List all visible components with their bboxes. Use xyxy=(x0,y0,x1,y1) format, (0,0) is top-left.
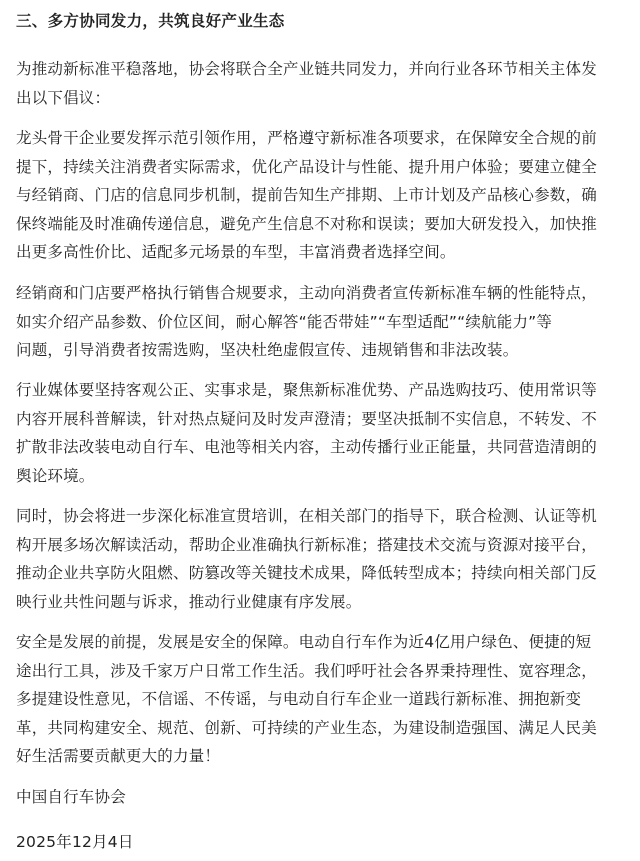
text-line: 问题，引导消费者按需选购，坚决杜绝虚假宣传、违规销售和非法改装。 xyxy=(16,341,519,359)
text-line: 如实介绍产品参数、价位区间，耐心解答“能否带娃”“车型适配”“续航能力”等 xyxy=(16,312,553,331)
text-line: 出更多高性价比、适配多元场景的车型，丰富消费者选择空间。 xyxy=(16,243,456,261)
text-line: 多提建设性意见，不信谣、不传谣，与电动自行车企业一道践行新标准、拥抱新变 xyxy=(16,690,582,708)
text-line: 保终端能及时准确传递信息，避免产生信息不对称和误读；要加大研发投入，加快推 xyxy=(16,214,597,233)
paragraph-initiative-intro xyxy=(16,55,628,112)
section-heading: 三、多方协同发力，共筑良好产业生态 xyxy=(16,12,285,30)
text-line: 出以下倡议： xyxy=(16,88,111,107)
paragraph-dealers-stores xyxy=(16,279,628,365)
text-line: 好生活需要贡献更大的力量！ xyxy=(16,747,221,765)
signature xyxy=(16,783,628,812)
text-line: 映行业共性问题与诉求，推动行业健康有序发展。 xyxy=(16,592,362,611)
text-line: 扩散非法改装电动自行车、电池等相关内容，主动传播行业正能量，共同营造清朗的 xyxy=(16,438,597,456)
signature-text: 中国自行车协会 xyxy=(16,788,126,806)
text-line: 革，共同构建安全、规范、创新、可持续的产业生态，为建设制造强国、满足人民美 xyxy=(16,718,597,737)
text-line: 与经销商、门店的信息同步机制，提前告知生产排期、上市计划及产品核心参数，确 xyxy=(16,186,597,204)
text-line: 推动企业共享防火阻燃、防篡改等关键技术成果，降低转型成本；持续向相关部门反 xyxy=(16,564,597,582)
paragraph-industry-media xyxy=(16,376,628,490)
text-line: 同时，协会将进一步深化标准宣贯培训，在相关部门的指导下，联合检测、认证等机 xyxy=(16,507,597,525)
text-line: 舆论环境。 xyxy=(16,466,95,485)
paragraph-leading-enterprises xyxy=(16,124,628,267)
paragraph-association-actions xyxy=(16,502,628,616)
text-line: 为推动新标准平稳落地，协会将联合全产业链共同发力，并向行业各环节相关主体发 xyxy=(16,60,597,78)
text-line: 行业媒体要坚持客观公正、实事求是，聚焦新标准优势、产品选购技巧、使用常识等 xyxy=(16,381,597,399)
text-line: 构开展多场次解读活动，帮助企业准确执行新标准；搭建技术交流与资源对接平台， xyxy=(16,535,597,554)
text-line: 经销商和门店要严格执行销售合规要求，主动向消费者宣传新标准车辆的性能特点， xyxy=(16,284,597,302)
date-text: 2025年12月4日 xyxy=(16,833,134,851)
text-line: 途出行工具，涉及千家万户日常工作生活。我们呼吁社会各界秉持理性、宽容理念， xyxy=(16,661,597,680)
text-line: 提下，持续关注消费者实际需求，优化产品设计与性能、提升用户体验；要建立健全 xyxy=(16,157,597,176)
text-line: 龙头骨干企业要发挥示范引领作用，严格遵守新标准各项要求，在保障安全合规的前 xyxy=(16,129,597,147)
paragraph-safety-appeal xyxy=(16,628,628,771)
text-line: 内容开展科普解读，针对热点疑问及时发声澄清；要坚决抵制不实信息，不转发、不 xyxy=(16,409,597,428)
date xyxy=(16,828,628,857)
text-line: 安全是发展的前提，发展是安全的保障。电动自行车作为近4亿用户绿色、便捷的短 xyxy=(16,633,592,651)
